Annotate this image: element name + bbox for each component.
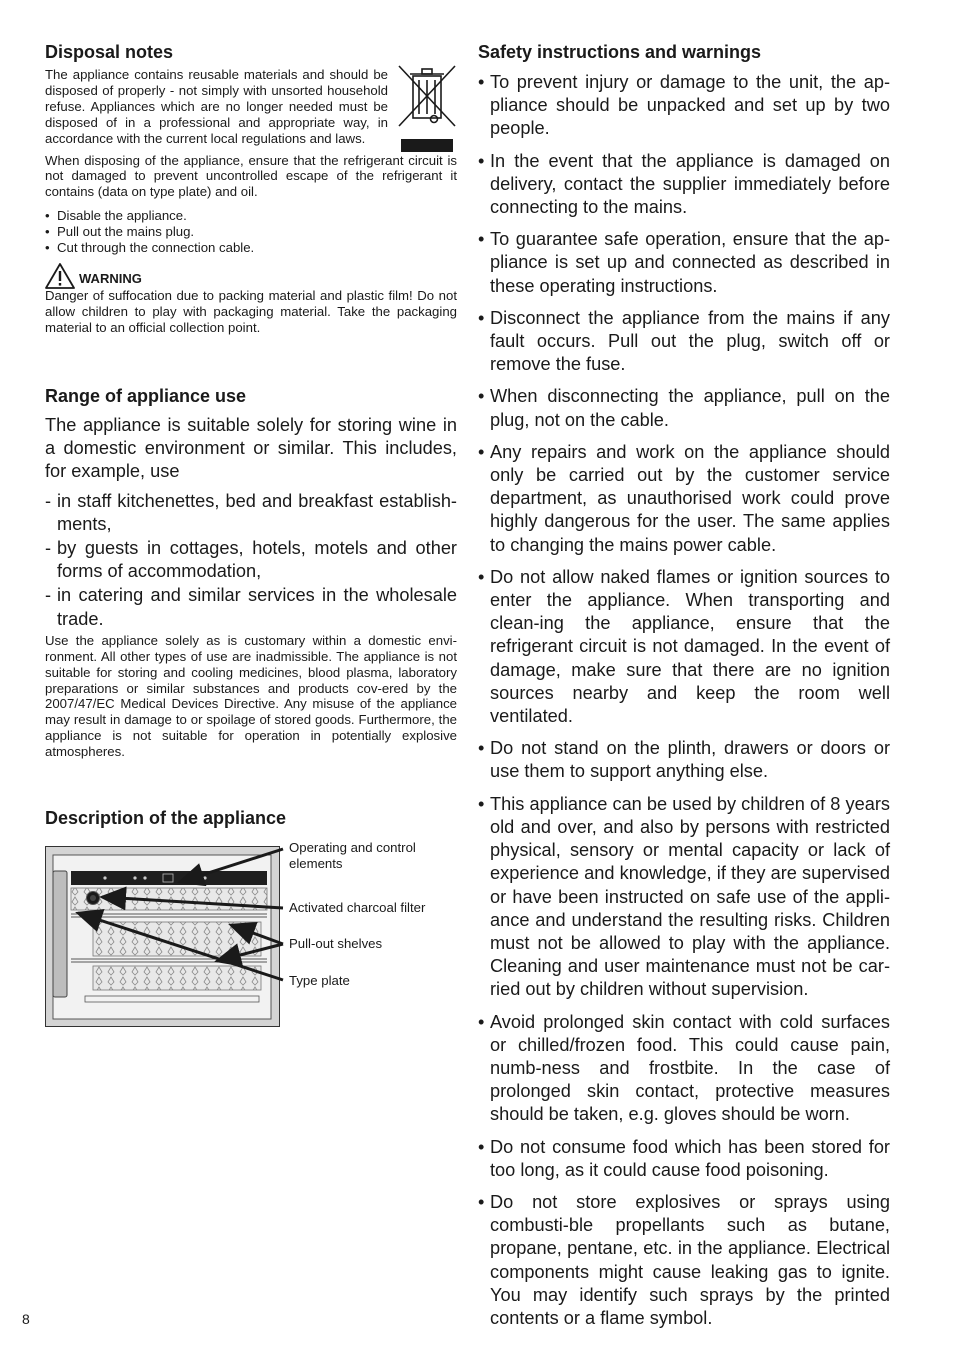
list-item: • Avoid prolonged skin contact with cold surfaces or chilled/frozen food. This could cause pain, numb-ness and frostbite. In the case of prolonged skin contact, protective measures should be taken, e.g. gloves should be worn. xyxy=(478,1011,890,1127)
list-item: • In the event that the appliance is damaged on delivery, contact the supplier immediately before connecting to the mains. xyxy=(478,150,890,220)
list-item: • This appliance can be used by children of 8 years old and over, and also by persons with restricted physical, sensory or mental capacity or lack of experience and knowledge, if they are supervised or have been instructed on safe use of the appli-ance and understand the resulting risks. Children must not be allowed to play with the appliance. Cleaning and user maintenance must not be car-ried out by children without supervision. xyxy=(478,793,890,1002)
list-item: - in staff kitchenettes, bed and breakfast establish-ments, xyxy=(45,490,457,536)
warning-header xyxy=(45,265,457,287)
range-intro: The appliance is suitable solely for storing wine in a domestic environment or similar. This includes, for example, use xyxy=(45,414,457,482)
list-item: • Do not stand on the plinth, drawers or doors or use them to support anything else. xyxy=(478,737,890,783)
list-item: • Cut through the connection cable. xyxy=(45,240,457,256)
list-item: • To prevent injury or damage to the unit, the ap-pliance should be unpacked and set up by two people. xyxy=(478,71,890,141)
label-type-plate: Type plate xyxy=(289,973,350,989)
warning-label: WARNING xyxy=(79,271,142,287)
list-item: • Do not store explosives or sprays using combusti-ble propellants such as butane, propane, pentane, etc. in the appliance. Electrical components might cause leaking gas to ignite. You may identify such sprays by the printed contents or a flame symbol. xyxy=(478,1191,890,1330)
warning-text: Danger of suffocation due to packing material and plastic film! Do not allow children to play with packaging material. Take the packaging material to an official collection point. xyxy=(45,288,457,336)
right-column xyxy=(478,40,890,1339)
list-item: • Pull out the mains plug. xyxy=(45,224,457,240)
page-number: 8 xyxy=(22,1311,30,1327)
disposal-steps xyxy=(45,208,457,256)
label-charcoal-filter: Activated charcoal filter xyxy=(289,900,426,916)
label-operating-controls: Operating and control elements xyxy=(289,840,416,872)
safety-heading: Safety instructions and warnings xyxy=(478,42,762,62)
disposal-paragraph-1: The appliance contains reusable materials and should be disposed of properly - not simply with unsorted household refuse. Appliances which are no longer needed must be disposed of in a professional and appropriate way, in accordance with the current local regulations and laws. xyxy=(45,67,388,146)
description-heading: Description of the appliance xyxy=(45,808,287,829)
list-item: - in catering and similar services in the wholesale trade. xyxy=(45,584,457,630)
disposal-section xyxy=(45,67,457,147)
list-item: • Do not allow naked flames or ignition sources to enter the appliance. When transporting and clean-ing the appliance, ensure that the refrigerant circuit is not damaged. In the event of damage, make sure that there are no ignition sources nearby and keep the room well ventilated. xyxy=(478,566,890,728)
label-pull-out-shelves: Pull-out shelves xyxy=(289,936,383,952)
safety-list xyxy=(478,71,890,1330)
range-note: Use the appliance solely as is customary within a domestic envi-ronment. All other types of use are inadmissible. The appliance is not suitable for storing and cooling medicines, blood plasma, laboratory preparations or similar substances and products cov-ered by the 2007/47/EC Medical Devices Directive. Any misuse of the appliance may result in damage to or spoilage of stored goods. Furthermore, the appliance is not suitable for operation in potentially explosive atmospheres. xyxy=(45,632,457,760)
disposal-paragraph-2: When disposing of the appliance, ensure that the refrigerant circuit is not damaged to prevent uncontrolled escape of the refrigerant it contains (data on type plate) and oil. xyxy=(45,152,457,200)
list-item: • When disconnecting the appliance, pull on the plug, not on the cable. xyxy=(478,385,890,431)
range-list xyxy=(45,490,457,631)
left-column xyxy=(45,40,457,1036)
list-item: - by guests in cottages, hotels, motels and other forms of accommodation, xyxy=(45,537,457,583)
list-item: • Disable the appliance. xyxy=(45,208,457,224)
list-item: • Any repairs and work on the appliance should only be carried out by the customer service department, as unauthorised work could prove highly dangerous for the user. The same applies to changing the mains power cable. xyxy=(478,441,890,557)
range-heading: Range of appliance use xyxy=(45,385,247,406)
list-item: • Do not consume food which has been stored for too long, as it could cause food poisoning. xyxy=(478,1136,890,1182)
crossed-out-bin-icon xyxy=(396,64,458,152)
appliance-figure xyxy=(45,840,457,1036)
list-item: • To guarantee safe operation, ensure that the ap-pliance is set up and connected as described in these operating instructions. xyxy=(478,228,890,298)
list-item: • Disconnect the appliance from the mains if any fault occurs. Pull out the plug, switch off or remove the fuse. xyxy=(478,307,890,377)
warning-triangle-icon xyxy=(45,263,75,289)
disposal-heading: Disposal notes xyxy=(45,42,174,62)
